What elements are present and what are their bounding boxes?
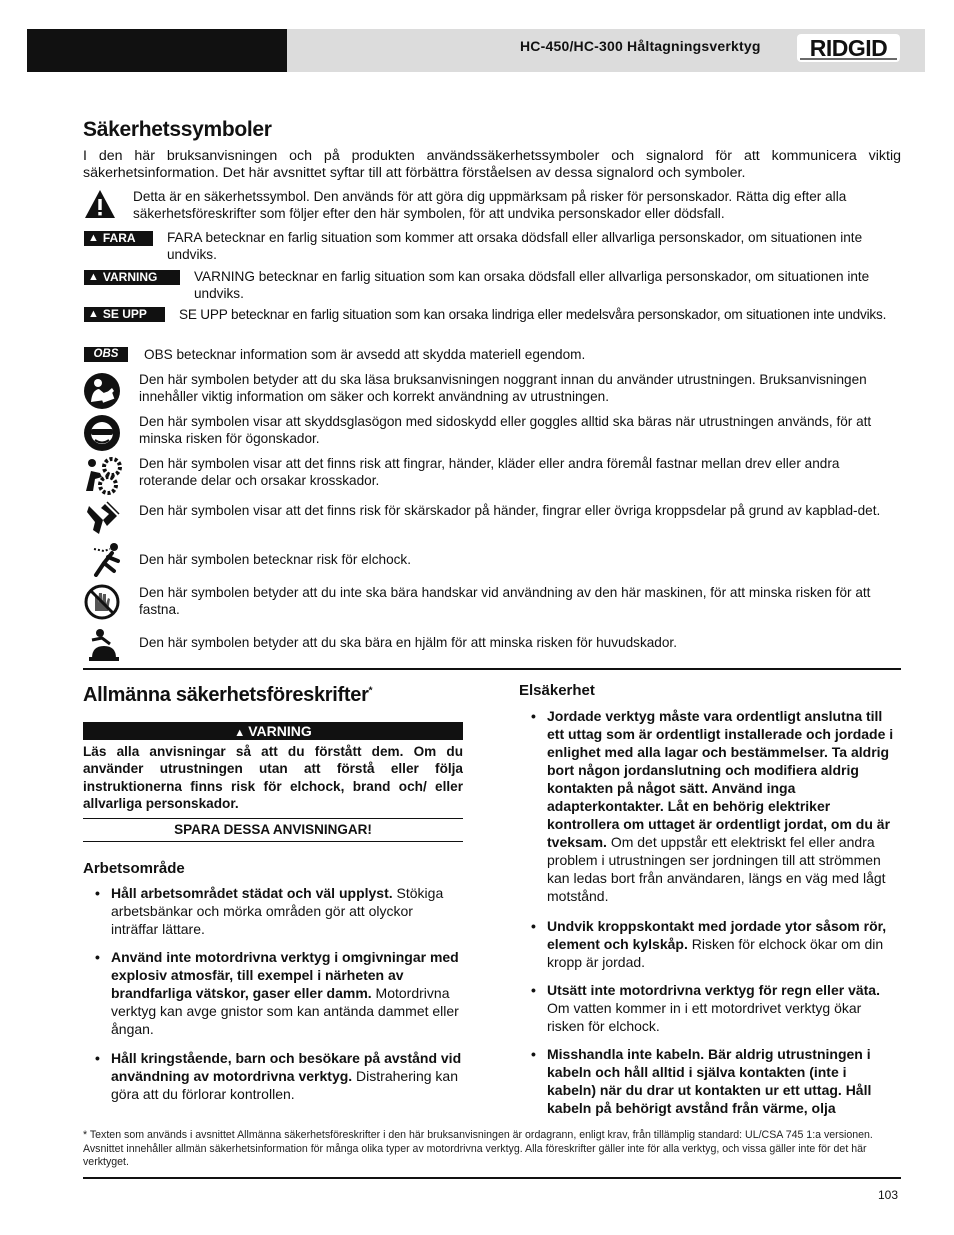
svg-text:RIDGID: RIDGID bbox=[809, 35, 888, 61]
list-item bbox=[531, 1045, 899, 1117]
icon-text-no-gloves: Den här symbolen betyder att du inte ska bära handskar vid användning av den här maskinen, för att minska risken för att fastna. bbox=[139, 585, 871, 617]
item-bold: Använd inte motordrivna verktyg i omgivningar med explosiv atmosfär, till exempel i närheten av brandfarliga vätskor, gaser eller damm. bbox=[111, 949, 459, 1001]
list-item bbox=[531, 707, 899, 905]
icon-text-hard-hat: Den här symbolen betyder att du ska bära en hjälm för att minska risken för huvudskador. bbox=[139, 635, 677, 650]
fara-signal-label bbox=[84, 231, 153, 246]
item-bold: Undvik kroppskontakt med jordade ytor såsom rör, element och kylskåp. bbox=[547, 918, 887, 952]
list-item bbox=[531, 917, 899, 971]
obs-description: OBS betecknar information som är avsedd att skydda materiell egendom. bbox=[144, 347, 586, 362]
safety-symbols-heading: Säkerhetssymboler bbox=[83, 118, 272, 141]
safety-intro: I den här bruksanvisningen och på produkten användssäkerhetssymboler och signalord för att kommunicera viktig säkerhetsinformation. Det här avsnittet syftar till att förbättra förståelsen av dessa signalord och symboler. bbox=[83, 148, 901, 181]
icon-text-safety-glasses: Den här symbolen visar att skyddsglasögon med sidoskydd eller goggles alltid ska bäras när utrustningen används, för att minska risken för ögonskador. bbox=[139, 414, 872, 446]
bullet: • bbox=[531, 918, 536, 934]
list-item bbox=[95, 884, 463, 938]
footnote: * Texten som används i avsnittet Allmänna säkerhetsföreskrifter i den här bruksanvisningen är ordagrann, enligt krav, från tillämplig standard: UL/CSA 745 1:a versionen. Avsnittet innehåller allmän säkerhetsinformation för många olika typer av motordrivna verktyg. Alla föreskrifter gäller inte för alla verktyg, och vissa gäller inte för det här verktyget. bbox=[83, 1129, 873, 1168]
list-item bbox=[95, 948, 463, 1038]
item-bold: Misshandla inte kabeln. Bär aldrig utrustningen i kabeln och håll alltid i själva kontakten (inte i kabeln) när du drar ut kontakten ur ett uttag. Håll kabeln på behörigt avstånd från värme, olja bbox=[547, 1046, 872, 1116]
section-divider bbox=[83, 668, 901, 670]
work-area-heading: Arbetsområde bbox=[83, 860, 185, 877]
footer-divider bbox=[83, 1177, 901, 1179]
item-text: Om vatten kommer in i ett motordrivet verktyg ökar risken för elchock. bbox=[547, 1000, 862, 1034]
icon-text-read-manual: Den här symbolen betyder att du ska läsa bruksanvisningen noggrant innan du använder utrustningen. Bruksanvisningen innehåller viktig information om säker och korrekt användning av utrustningen. bbox=[139, 372, 867, 404]
bullet: • bbox=[95, 885, 100, 901]
item-text: Om det uppstår ett elektriskt fel eller andra problem i utrustningen ser jordningen till att strömmen kan ledas bort från användaren, längs en väg med lågt motstånd. bbox=[547, 834, 886, 904]
fara-description: FARA betecknar en farlig situation som kommer att orsaka dödsfall eller allvarliga personskador, om situationen inte undviks. bbox=[167, 230, 863, 262]
safety-alert-icon bbox=[83, 188, 117, 220]
read-manual-icon bbox=[83, 372, 121, 410]
general-safety-heading-text: Allmänna säkerhetsföreskrifter bbox=[83, 684, 369, 706]
bullet: • bbox=[531, 708, 536, 724]
item-bold: Jordade verktyg måste vara ordentligt anslutna till ett uttag som är ordentligt installerade och jordade i enlighet med alla lagar och bestämmelser. Ta aldrig bort någon jordanslutning och modifiera aldrig kontakten på något sätt. Använd inga adapterkontakter. Låt en behörig elektriker kontrollera om uttaget är ordentligt jordat, om du är tveksam. bbox=[547, 708, 894, 850]
document-title: HC-450/HC-300 Håltagningsverktyg bbox=[520, 38, 761, 54]
item-text: Motordrivna verktyg kan avge gnistor som kan antända dammet eller ångan. bbox=[111, 985, 459, 1037]
electrical-safety-heading: Elsäkerhet bbox=[519, 682, 595, 699]
item-text: Risken för elchock ökar om din kropp är jordad. bbox=[547, 936, 884, 970]
warning-triangle-icon: ▲ bbox=[88, 232, 99, 244]
warning-triangle-icon: ▲ bbox=[88, 308, 99, 320]
bullet: • bbox=[95, 1050, 100, 1066]
item-bold: Håll arbetsområdet städat och väl upplyst. bbox=[111, 885, 393, 901]
icon-text-gear-entanglement: Den här symbolen visar att det finns risk att fingrar, händer, kläder eller andra föremål fastnar mellan drev eller andra roterande delar och orsakar krosskador. bbox=[139, 456, 840, 488]
warning-triangle-icon: ▲ bbox=[234, 727, 249, 739]
hard-hat-icon bbox=[86, 628, 122, 664]
header-black-band bbox=[27, 29, 287, 72]
icon-text-electric-shock: Den här symbolen betecknar risk för elchock. bbox=[139, 552, 411, 567]
item-bold: Utsätt inte motordrivna verktyg för regn eller väta. bbox=[547, 982, 880, 998]
warning-banner-text: VARNING bbox=[248, 723, 312, 739]
bullet: • bbox=[531, 1046, 536, 1062]
obs-signal-label: OBS bbox=[84, 347, 128, 362]
warning-triangle-icon: ▲ bbox=[88, 271, 99, 283]
save-instructions-banner: SPARA DESSA ANVISNINGAR! bbox=[83, 818, 463, 842]
footnote-mark: * bbox=[368, 685, 373, 697]
ridgid-logo bbox=[797, 34, 900, 62]
item-text: Distrahering kan göra att du förlorar kontrollen. bbox=[111, 1068, 458, 1102]
item-bold: Håll kringstående, barn och besökare på avstånd vid användning av motordrivna verktyg. bbox=[111, 1050, 462, 1084]
item-text: Stökiga arbetsbänkar och mörka områden gör att olyckor inträffar lättare. bbox=[111, 885, 444, 937]
electric-shock-icon bbox=[84, 541, 124, 577]
page-number: 103 bbox=[878, 1188, 899, 1202]
seupp-label-text: SE UPP bbox=[102, 307, 147, 321]
safety-glasses-icon bbox=[83, 414, 121, 452]
warning-banner bbox=[83, 722, 463, 740]
cut-hazard-icon bbox=[85, 500, 121, 536]
list-item bbox=[531, 981, 899, 1035]
varning-signal-label bbox=[84, 270, 180, 285]
fara-label-text: FARA bbox=[102, 231, 136, 245]
list-item bbox=[95, 1049, 463, 1103]
bullet: • bbox=[531, 982, 536, 998]
alert-description: Detta är en säkerhetssymbol. Den används för att göra dig uppmärksam på risker för personskador. Rätta dig efter alla säkerhetsföreskrifter som följer efter den här symbolen, för att undvika personskador eller dödsfall. bbox=[133, 189, 847, 221]
seupp-signal-label bbox=[84, 307, 165, 322]
varning-label-text: VARNING bbox=[102, 270, 158, 284]
icon-text-cut-hazard: Den här symbolen visar att det finns risk för skärskador på händer, fingrar eller övriga kroppsdelar på grund av kapblad-det. bbox=[139, 503, 881, 518]
warning-text: Läs alla anvisningar så att du förstått dem. Om du använder utrustningen utan att förstå eller följa instruktionerna finns risk för elchock, brand och/ eller allvarliga personskador. bbox=[83, 744, 463, 811]
bullet: • bbox=[95, 949, 100, 965]
varning-description: VARNING betecknar en farlig situation som kan orsaka dödsfall eller allvarliga personskador, om situationen inte undviks. bbox=[194, 269, 870, 301]
general-safety-heading bbox=[83, 684, 372, 707]
no-gloves-icon bbox=[83, 583, 121, 621]
gear-entanglement-icon bbox=[83, 455, 123, 495]
seupp-description: SE UPP betecknar en farlig situation som kan orsaka lindriga eller medelsvåra personskador, om situationen inte undviks. bbox=[179, 307, 887, 322]
